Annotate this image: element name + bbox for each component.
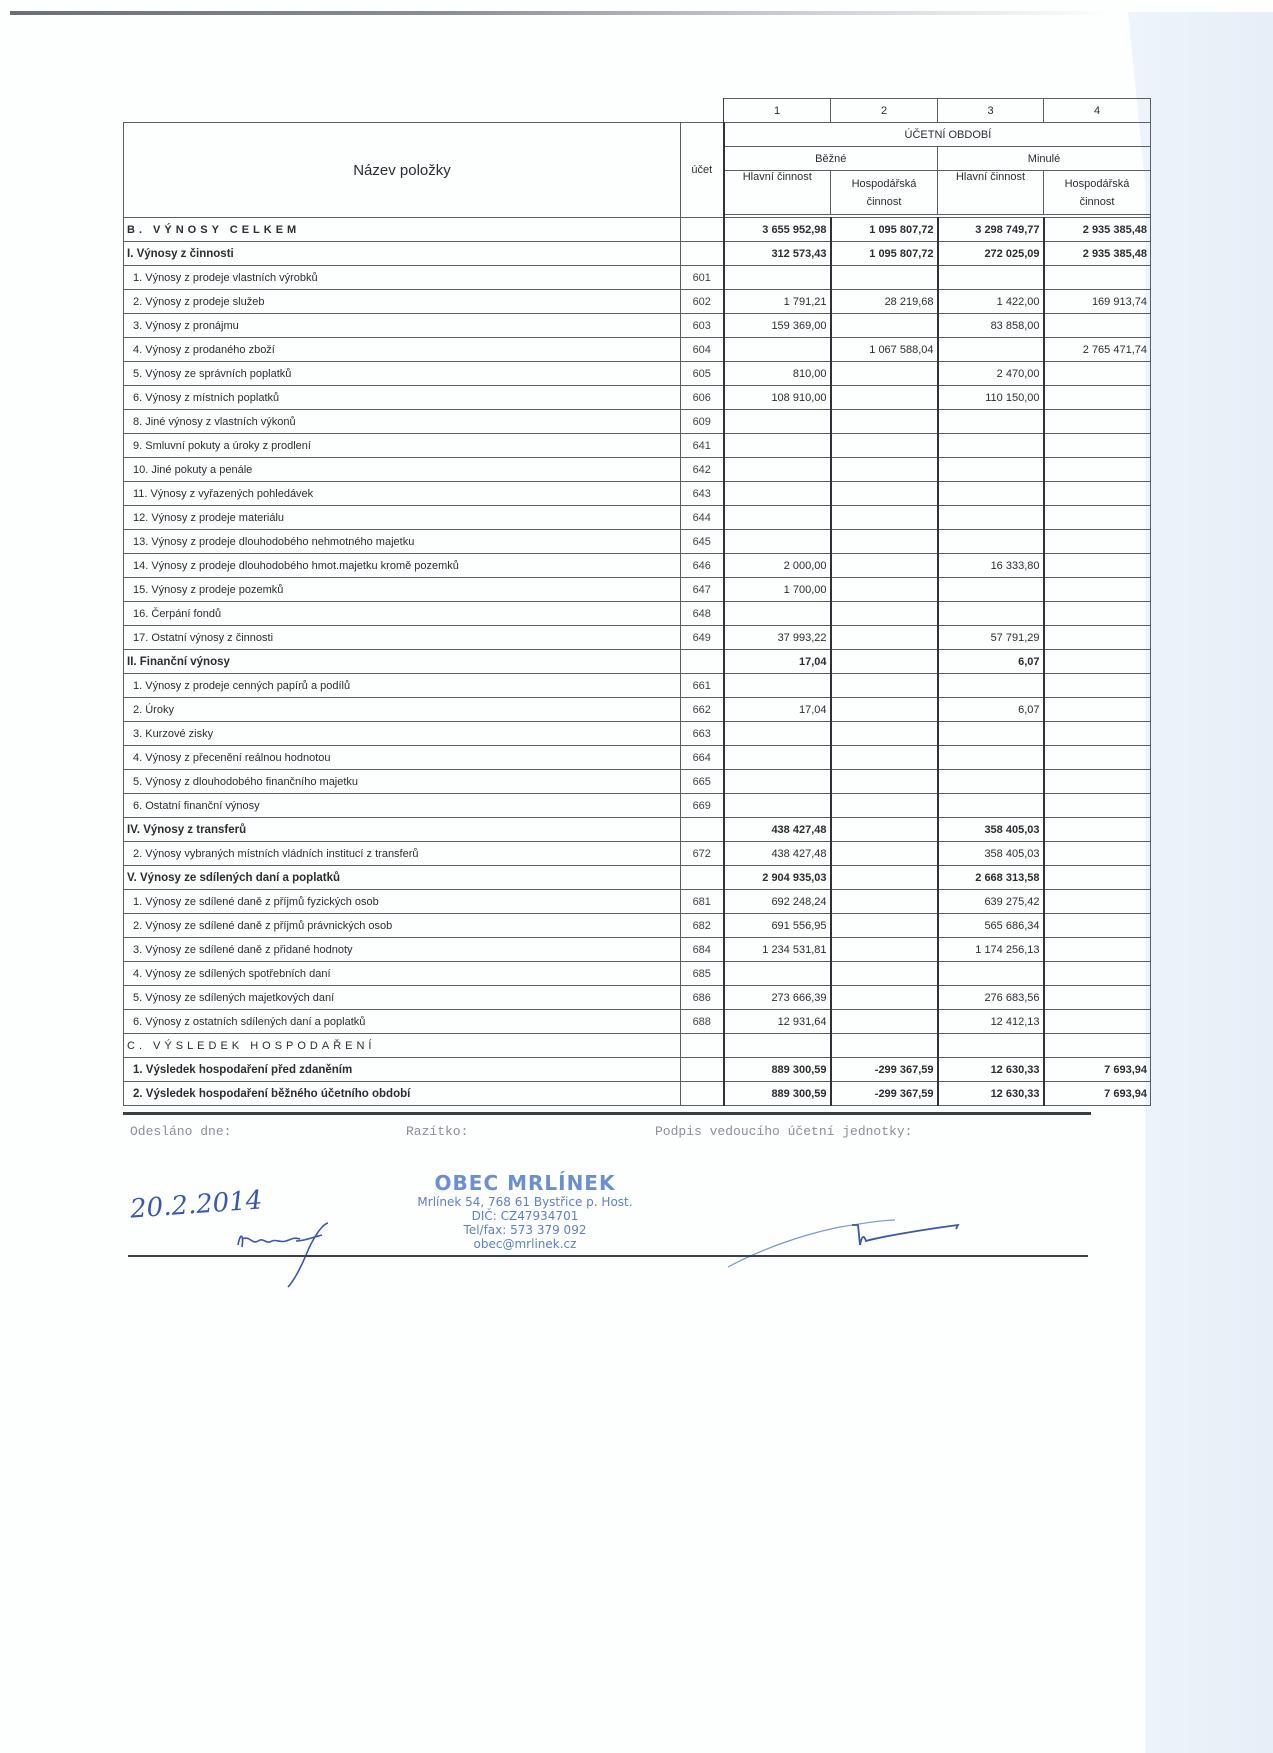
amount-col-2 <box>831 818 938 842</box>
account-number <box>681 1058 724 1082</box>
account-number: 603 <box>681 314 724 338</box>
amount-col-1 <box>724 602 831 626</box>
amount-col-3 <box>938 794 1044 818</box>
account-number: 663 <box>681 722 724 746</box>
amount-col-4 <box>1044 530 1151 554</box>
amount-col-3 <box>938 434 1044 458</box>
amount-col-1 <box>724 1034 831 1058</box>
amount-col-1 <box>724 266 831 290</box>
main-activity-header: Hlavní činnost <box>938 171 1044 215</box>
amount-col-2 <box>831 434 938 458</box>
account-number <box>681 218 724 242</box>
amount-col-3 <box>938 266 1044 290</box>
amount-col-3: 57 791,29 <box>938 626 1044 650</box>
amount-col-3: 6,07 <box>938 650 1044 674</box>
accounting-period-header: ÚČETNÍ OBDOBÍ <box>724 123 1151 147</box>
table-row <box>124 986 1151 1010</box>
amount-col-2 <box>831 362 938 386</box>
amount-col-2 <box>831 458 938 482</box>
economic-activity-line1: Hospodářská <box>1064 177 1130 190</box>
item-label: 3. Kurzové zisky <box>124 722 681 746</box>
amount-col-1: 17,04 <box>724 698 831 722</box>
account-number: 688 <box>681 1010 724 1034</box>
item-label: 5. Výnosy ze sdílených majetkových daní <box>124 986 681 1010</box>
column-number-row <box>124 99 1151 123</box>
table-row <box>124 722 1151 746</box>
amount-col-1 <box>724 338 831 362</box>
amount-col-2 <box>831 554 938 578</box>
amount-col-1: 889 300,59 <box>724 1058 831 1082</box>
initials-signature-icon <box>230 1215 350 1290</box>
amount-col-3: 1 174 256,13 <box>938 938 1044 962</box>
account-number: 649 <box>681 626 724 650</box>
amount-col-3 <box>938 578 1044 602</box>
section-row <box>124 866 1151 890</box>
section-row <box>124 218 1151 242</box>
scan-edge-shadow <box>10 11 1110 15</box>
amount-col-1 <box>724 722 831 746</box>
amount-col-1: 17,04 <box>724 650 831 674</box>
section-row <box>124 242 1151 266</box>
item-label: 1. Výsledek hospodaření před zdaněním <box>124 1058 681 1082</box>
amount-col-3 <box>938 722 1044 746</box>
amount-col-3: 6,07 <box>938 698 1044 722</box>
amount-col-3: 565 686,34 <box>938 914 1044 938</box>
amount-col-4 <box>1044 266 1151 290</box>
amount-col-3 <box>938 1034 1044 1058</box>
section-row <box>124 1034 1151 1058</box>
account-header: účet <box>681 123 724 218</box>
amount-col-1 <box>724 794 831 818</box>
amount-col-1: 438 427,48 <box>724 842 831 866</box>
item-label: 1. Výnosy ze sdílené daně z příjmů fyzických osob <box>124 890 681 914</box>
stamp-address: Mrlínek 54, 768 61 Bystřice p. Host. <box>417 1195 633 1209</box>
result-row <box>124 1058 1151 1082</box>
economic-activity-header <box>831 171 938 215</box>
amount-col-4 <box>1044 554 1151 578</box>
amount-col-2 <box>831 314 938 338</box>
item-label: 2. Výnosy vybraných místních vládních institucí z transferů <box>124 842 681 866</box>
economic-activity-line2: činnost <box>1079 195 1115 208</box>
amount-col-3 <box>938 410 1044 434</box>
amount-col-2 <box>831 482 938 506</box>
amount-col-3: 16 333,80 <box>938 554 1044 578</box>
amount-col-2 <box>831 890 938 914</box>
account-number: 661 <box>681 674 724 698</box>
stamp-label: Razítko: <box>406 1124 469 1139</box>
item-label: IV. Výnosy z transferů <box>124 818 681 842</box>
amount-col-4 <box>1044 1010 1151 1034</box>
item-label: 6. Výnosy z místních poplatků <box>124 386 681 410</box>
amount-col-1: 1 791,21 <box>724 290 831 314</box>
table-row <box>124 962 1151 986</box>
amount-col-4 <box>1044 1034 1151 1058</box>
stamp-phone: Tel/fax: 573 379 092 <box>463 1223 587 1237</box>
table-row <box>124 482 1151 506</box>
account-number: 645 <box>681 530 724 554</box>
item-label: C. VÝSLEDEK HOSPODAŘENÍ <box>124 1034 681 1058</box>
item-label: 4. Výnosy z přecenění reálnou hodnotou <box>124 746 681 770</box>
item-label: I. Výnosy z činnosti <box>124 242 681 266</box>
item-label: 3. Výnosy z pronájmu <box>124 314 681 338</box>
amount-col-4 <box>1044 914 1151 938</box>
revenue-statement-table <box>123 98 1151 1106</box>
account-number <box>681 866 724 890</box>
signature-rule <box>128 1255 1088 1257</box>
empty-header-cell <box>681 99 724 123</box>
item-label: 17. Ostatní výnosy z činnosti <box>124 626 681 650</box>
item-label: 4. Výnosy z prodaného zboží <box>124 338 681 362</box>
table-row <box>124 386 1151 410</box>
item-label: 5. Výnosy ze správních poplatků <box>124 362 681 386</box>
table-row <box>124 578 1151 602</box>
amount-col-2 <box>831 698 938 722</box>
empty-header-cell <box>124 99 681 123</box>
account-number: 604 <box>681 338 724 362</box>
item-label: 15. Výnosy z prodeje pozemků <box>124 578 681 602</box>
stamp-email: obec@mrlinek.cz <box>473 1237 577 1251</box>
amount-col-4 <box>1044 746 1151 770</box>
item-label: B. VÝNOSY CELKEM <box>124 218 681 242</box>
amount-col-1: 889 300,59 <box>724 1082 831 1106</box>
amount-col-2 <box>831 650 938 674</box>
account-number: 664 <box>681 746 724 770</box>
stamp-title: OBEC MRLÍNEK <box>434 1171 616 1195</box>
account-number: 669 <box>681 794 724 818</box>
amount-col-4 <box>1044 458 1151 482</box>
amount-col-4: 7 693,94 <box>1044 1058 1151 1082</box>
item-label: 16. Čerpání fondů <box>124 602 681 626</box>
section-row <box>124 650 1151 674</box>
table-row <box>124 770 1151 794</box>
amount-col-2: -299 367,59 <box>831 1058 938 1082</box>
amount-col-1: 273 666,39 <box>724 986 831 1010</box>
amount-col-4 <box>1044 506 1151 530</box>
amount-col-1: 692 248,24 <box>724 890 831 914</box>
item-label: 6. Ostatní finanční výnosy <box>124 794 681 818</box>
table-row <box>124 362 1151 386</box>
amount-col-3 <box>938 338 1044 362</box>
account-number <box>681 818 724 842</box>
amount-col-4 <box>1044 770 1151 794</box>
period-header-row <box>124 123 1151 147</box>
table-row <box>124 674 1151 698</box>
amount-col-3 <box>938 482 1044 506</box>
amount-col-1: 37 993,22 <box>724 626 831 650</box>
amount-col-3 <box>938 770 1044 794</box>
amount-col-1 <box>724 482 831 506</box>
amount-col-3 <box>938 458 1044 482</box>
amount-col-4 <box>1044 794 1151 818</box>
amount-col-1 <box>724 530 831 554</box>
municipal-stamp <box>395 1171 655 1251</box>
account-number: 644 <box>681 506 724 530</box>
stamp-tax-id: DIČ: CZ47934701 <box>471 1209 579 1223</box>
account-number <box>681 1034 724 1058</box>
table-row <box>124 794 1151 818</box>
amount-col-4: 2 935 385,48 <box>1044 218 1151 242</box>
section-row <box>124 818 1151 842</box>
amount-col-4 <box>1044 578 1151 602</box>
amount-col-4 <box>1044 650 1151 674</box>
amount-col-1: 2 000,00 <box>724 554 831 578</box>
item-label: 2. Úroky <box>124 698 681 722</box>
amount-col-3: 12 630,33 <box>938 1058 1044 1082</box>
amount-col-2 <box>831 746 938 770</box>
item-label: II. Finanční výnosy <box>124 650 681 674</box>
amount-col-1: 1 700,00 <box>724 578 831 602</box>
amount-col-3: 3 298 749,77 <box>938 218 1044 242</box>
amount-col-1: 3 655 952,98 <box>724 218 831 242</box>
amount-col-3 <box>938 506 1044 530</box>
economic-activity-line1: Hospodářská <box>851 177 917 190</box>
amount-col-1: 108 910,00 <box>724 386 831 410</box>
amount-col-3: 358 405,03 <box>938 818 1044 842</box>
amount-col-3 <box>938 602 1044 626</box>
account-number <box>681 650 724 674</box>
amount-col-1: 2 904 935,03 <box>724 866 831 890</box>
column-number: 1 <box>724 99 831 123</box>
handwritten-date: 20.2.2014 <box>129 1185 264 1225</box>
item-label: 9. Smluvní pokuty a úroky z prodlení <box>124 434 681 458</box>
amount-col-3: 2 470,00 <box>938 362 1044 386</box>
table-row <box>124 602 1151 626</box>
amount-col-1: 691 556,95 <box>724 914 831 938</box>
amount-col-3: 12 412,13 <box>938 1010 1044 1034</box>
amount-col-3: 639 275,42 <box>938 890 1044 914</box>
account-number: 642 <box>681 458 724 482</box>
account-number: 606 <box>681 386 724 410</box>
amount-col-4 <box>1044 842 1151 866</box>
table-body <box>124 99 1151 1106</box>
account-number: 601 <box>681 266 724 290</box>
amount-col-4 <box>1044 818 1151 842</box>
item-label: 8. Jiné výnosy z vlastních výkonů <box>124 410 681 434</box>
amount-col-2: 1 095 807,72 <box>831 242 938 266</box>
item-label: 1. Výnosy z prodeje vlastních výrobků <box>124 266 681 290</box>
account-number: 605 <box>681 362 724 386</box>
account-number: 665 <box>681 770 724 794</box>
account-number: 685 <box>681 962 724 986</box>
main-activity-header: Hlavní činnost <box>724 171 831 215</box>
table-row <box>124 506 1151 530</box>
amount-col-3 <box>938 530 1044 554</box>
amount-col-4 <box>1044 674 1151 698</box>
economic-activity-line2: činnost <box>866 195 902 208</box>
amount-col-2 <box>831 578 938 602</box>
amount-col-1: 438 427,48 <box>724 818 831 842</box>
item-label: 5. Výnosy z dlouhodobého finančního majetku <box>124 770 681 794</box>
current-period-header: Běžné <box>724 147 938 171</box>
item-label: 13. Výnosy z prodeje dlouhodobého nehmotného majetku <box>124 530 681 554</box>
item-label: 2. Výnosy ze sdílené daně z příjmů právnických osob <box>124 914 681 938</box>
account-number: 602 <box>681 290 724 314</box>
amount-col-2 <box>831 530 938 554</box>
amount-col-2: 1 095 807,72 <box>831 218 938 242</box>
account-number: 647 <box>681 578 724 602</box>
previous-period-header: Minulé <box>938 147 1151 171</box>
result-row <box>124 1082 1151 1106</box>
amount-col-1 <box>724 458 831 482</box>
amount-col-2 <box>831 986 938 1010</box>
amount-col-2 <box>831 914 938 938</box>
table-row <box>124 554 1151 578</box>
column-number: 4 <box>1044 99 1151 123</box>
amount-col-4 <box>1044 482 1151 506</box>
amount-col-2 <box>831 722 938 746</box>
amount-col-3 <box>938 746 1044 770</box>
item-label: 2. Výnosy z prodeje služeb <box>124 290 681 314</box>
account-number <box>681 242 724 266</box>
item-label: 3. Výnosy ze sdílené daně z přidané hodnoty <box>124 938 681 962</box>
account-number: 686 <box>681 986 724 1010</box>
table-row <box>124 458 1151 482</box>
item-label: V. Výnosy ze sdílených daní a poplatků <box>124 866 681 890</box>
amount-col-3: 272 025,09 <box>938 242 1044 266</box>
amount-col-2 <box>831 938 938 962</box>
amount-col-2 <box>831 794 938 818</box>
head-signature-icon <box>720 1205 990 1275</box>
account-number: 648 <box>681 602 724 626</box>
amount-col-3: 110 150,00 <box>938 386 1044 410</box>
table-row <box>124 890 1151 914</box>
amount-col-1 <box>724 770 831 794</box>
amount-col-4 <box>1044 386 1151 410</box>
table-row <box>124 530 1151 554</box>
table-row <box>124 746 1151 770</box>
amount-col-4 <box>1044 938 1151 962</box>
amount-col-2 <box>831 602 938 626</box>
amount-col-3: 12 630,33 <box>938 1082 1044 1106</box>
signature-label: Podpis vedoucího účetní jednotky: <box>655 1124 913 1139</box>
amount-col-4: 169 913,74 <box>1044 290 1151 314</box>
item-label: 1. Výnosy z prodeje cenných papírů a podílů <box>124 674 681 698</box>
amount-col-4 <box>1044 722 1151 746</box>
amount-col-1: 12 931,64 <box>724 1010 831 1034</box>
amount-col-4 <box>1044 434 1151 458</box>
item-label: 14. Výnosy z prodeje dlouhodobého hmot.majetku kromě pozemků <box>124 554 681 578</box>
amount-col-3: 2 668 313,58 <box>938 866 1044 890</box>
amount-col-4 <box>1044 986 1151 1010</box>
table-row <box>124 938 1151 962</box>
table-row <box>124 842 1151 866</box>
amount-col-2 <box>831 842 938 866</box>
amount-col-1 <box>724 434 831 458</box>
amount-col-2: 1 067 588,04 <box>831 338 938 362</box>
item-label: 2. Výsledek hospodaření běžného účetního období <box>124 1082 681 1106</box>
amount-col-4: 2 765 471,74 <box>1044 338 1151 362</box>
item-label: 11. Výnosy z vyřazených pohledávek <box>124 482 681 506</box>
amount-col-2 <box>831 866 938 890</box>
amount-col-2: 28 219,68 <box>831 290 938 314</box>
amount-col-2 <box>831 410 938 434</box>
amount-col-2 <box>831 1034 938 1058</box>
amount-col-3 <box>938 962 1044 986</box>
account-number: 609 <box>681 410 724 434</box>
account-number: 684 <box>681 938 724 962</box>
amount-col-4 <box>1044 866 1151 890</box>
item-label: 12. Výnosy z prodeje materiálu <box>124 506 681 530</box>
account-number <box>681 1082 724 1106</box>
item-label: 10. Jiné pokuty a penále <box>124 458 681 482</box>
amount-col-3: 358 405,03 <box>938 842 1044 866</box>
amount-col-4 <box>1044 602 1151 626</box>
amount-col-1: 1 234 531,81 <box>724 938 831 962</box>
account-number: 641 <box>681 434 724 458</box>
column-number: 2 <box>831 99 938 123</box>
amount-col-4 <box>1044 626 1151 650</box>
table-bottom-rule <box>123 1112 1091 1115</box>
account-number: 646 <box>681 554 724 578</box>
economic-activity-header <box>1044 171 1151 215</box>
amount-col-4: 7 693,94 <box>1044 1082 1151 1106</box>
account-number: 672 <box>681 842 724 866</box>
table-row <box>124 266 1151 290</box>
amount-col-4: 2 935 385,48 <box>1044 242 1151 266</box>
account-number: 682 <box>681 914 724 938</box>
item-name-header: Název položky <box>124 123 681 218</box>
amount-col-1: 312 573,43 <box>724 242 831 266</box>
amount-col-3: 83 858,00 <box>938 314 1044 338</box>
amount-col-4 <box>1044 314 1151 338</box>
column-number: 3 <box>938 99 1044 123</box>
amount-col-4 <box>1044 698 1151 722</box>
amount-col-4 <box>1044 890 1151 914</box>
amount-col-2 <box>831 1010 938 1034</box>
amount-col-1 <box>724 746 831 770</box>
amount-col-2 <box>831 674 938 698</box>
table-row <box>124 290 1151 314</box>
item-label: 6. Výnosy z ostatních sdílených daní a poplatků <box>124 1010 681 1034</box>
table-row <box>124 1010 1151 1034</box>
amount-col-3: 276 683,56 <box>938 986 1044 1010</box>
amount-col-1 <box>724 674 831 698</box>
amount-col-1 <box>724 506 831 530</box>
amount-col-4 <box>1044 362 1151 386</box>
account-number: 662 <box>681 698 724 722</box>
table-row <box>124 698 1151 722</box>
item-label: 4. Výnosy ze sdílených spotřebních daní <box>124 962 681 986</box>
amount-col-2 <box>831 386 938 410</box>
amount-col-4 <box>1044 962 1151 986</box>
table-row <box>124 914 1151 938</box>
account-number: 681 <box>681 890 724 914</box>
amount-col-1: 810,00 <box>724 362 831 386</box>
amount-col-2 <box>831 626 938 650</box>
amount-col-2 <box>831 266 938 290</box>
table-row <box>124 626 1151 650</box>
table-row <box>124 434 1151 458</box>
amount-col-2 <box>831 770 938 794</box>
amount-col-2: -299 367,59 <box>831 1082 938 1106</box>
account-number: 643 <box>681 482 724 506</box>
amount-col-1: 159 369,00 <box>724 314 831 338</box>
amount-col-3: 1 422,00 <box>938 290 1044 314</box>
table-row <box>124 410 1151 434</box>
amount-col-3 <box>938 674 1044 698</box>
amount-col-2 <box>831 962 938 986</box>
sent-date-label: Odesláno dne: <box>130 1124 232 1139</box>
amount-col-2 <box>831 506 938 530</box>
table-row <box>124 314 1151 338</box>
amount-col-4 <box>1044 410 1151 434</box>
amount-col-1 <box>724 962 831 986</box>
table-row <box>124 338 1151 362</box>
amount-col-1 <box>724 410 831 434</box>
